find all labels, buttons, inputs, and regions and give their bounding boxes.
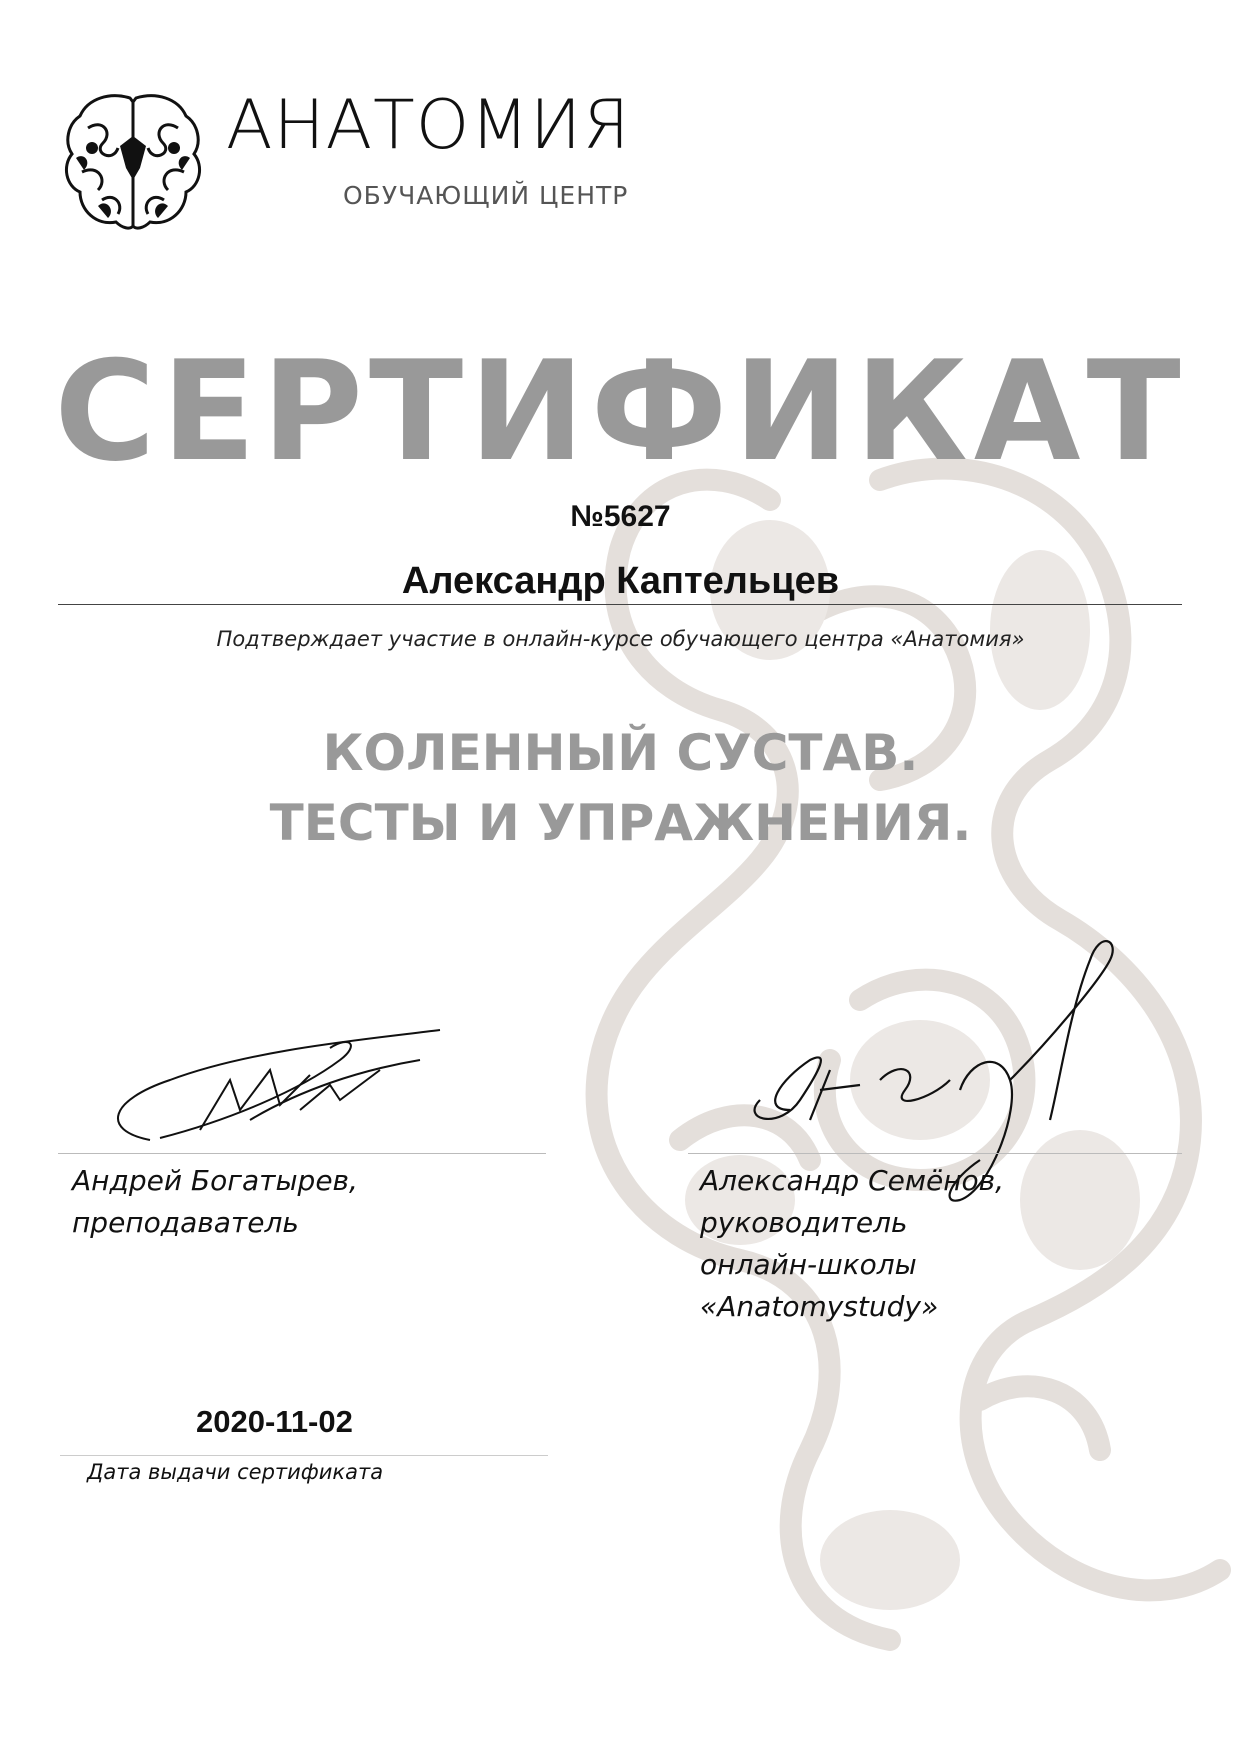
logo-title: АНАТОМИЯ [226, 86, 631, 165]
recipient-name: Александр Каптельцев [401, 560, 840, 602]
logo-subtitle: ОБУЧАЮЩИЙ ЦЕНТР [343, 181, 629, 210]
certificate-title: СЕРТИФИКАТ [54, 331, 1187, 492]
brain-emblem-icon [58, 88, 208, 236]
signature-line-right [688, 1153, 1182, 1154]
signer-left-line: преподаватель [72, 1206, 299, 1239]
issue-date-underline [60, 1455, 548, 1456]
course-title-line: КОЛЕННЫЙ СУСТАВ. [322, 724, 919, 782]
certificate-number: №5627 [570, 500, 671, 533]
confirmation-text: Подтверждает участие в онлайн-курсе обучающего центра «Анатомия» [216, 627, 1025, 651]
signer-right-line: онлайн-школы [700, 1248, 917, 1281]
signer-right-line: Александр Семёнов, [700, 1164, 1005, 1197]
recipient-underline [58, 604, 1182, 605]
course-title-line: ТЕСТЫ И УПРАЖНЕНИЯ. [269, 794, 972, 852]
signer-left [72, 1160, 358, 1244]
signer-right [700, 1160, 1004, 1328]
signer-left-line: Андрей Богатырев, [72, 1164, 358, 1197]
anatomy-watermark-icon [560, 440, 1241, 1670]
issue-date: 2020-11-02 [196, 1404, 353, 1439]
issue-date-label: Дата выдачи сертификата [87, 1460, 384, 1484]
course-title [0, 718, 1241, 858]
signer-right-line: руководитель [700, 1206, 908, 1239]
signer-right-line: «Anatomystudy» [700, 1290, 939, 1323]
signature-line-left [58, 1153, 546, 1154]
